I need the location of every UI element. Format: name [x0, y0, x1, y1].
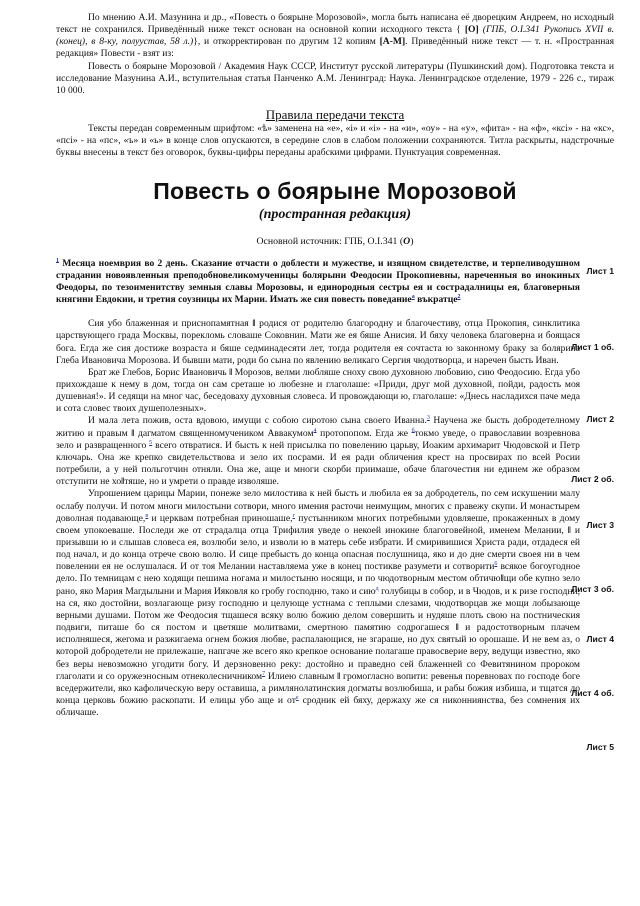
page-subtitle: (пространная редакция)	[258, 206, 412, 222]
source-label: Основной источник: ГПБ, О.I.341 (	[256, 235, 404, 247]
sheet-separator: ‖	[337, 670, 341, 682]
paragraph-text: щи обе купно зело рано, яко Мария Магдылыни и Мария Ияковля ко гробу господню, тако и сию	[56, 573, 580, 597]
paragraph-text: токмо уведе, о православии возревнова зело и развращенного	[56, 427, 580, 451]
paragraph-text: громогласно вопити: ревенья поревновах по господе боге вседержители, яко кафолическую веру оставиша, а римлянолатинския догматы возлюбиша, и рабы божия избиша, и тщатся до конца церковь божию раскопати. И елицы убо аще и от	[56, 670, 580, 707]
paragraph-text: Научена же бысть добродетелному житию и правым	[56, 415, 580, 439]
sheet-separator: ‖	[131, 427, 135, 439]
sheet-marker: Лист 2	[586, 413, 614, 424]
sheet-marker: Лист 4 об.	[571, 687, 614, 698]
copy-code: [О]	[464, 24, 479, 36]
paragraph-text: и призывши ю и слышав словеса ея, возлюби зело, и изволи ю в матерь себе избрати. И смиривишися Христа ради, отдадеся ей под начал, и до конца отрече свою волю. И сице пребысть до конца опасная послушница, яко и до дне смерти своея ни в чем повелении ея не ослушалася. И от тоя Мелании наставляема уже в конец постикве разумети и сотворити	[56, 524, 580, 573]
sheet-separator: ‖	[121, 476, 125, 488]
copy-description: (ГПБ, О.I.341 Рукопись XVII в. (конец), в 8-ку, полуустав, 58 л.)	[56, 24, 615, 48]
story-paragraph	[56, 367, 580, 416]
footnote-link[interactable]: а	[411, 293, 415, 300]
paragraph-text: дагматом священномучеником Аввакумом	[134, 427, 314, 439]
rules-paragraph: Тексты передан современным шрифтом: «ѣ» заменена на «е», «і» и «і» - на «и», «оу» - на «у», «фита» - на «ф», «ксі» - на «кс», «псі» - на «пс», «ъ» и «ь» в конце слов опускаются, в середине слов в слабом положении сохраняются. Титла раскрыты, надстрочные буквы внесены в текст без оговорок, буквы-цифры переданы арабскими цифрами. Пунктуация современная.	[56, 123, 614, 159]
sheet-separator: ‖	[500, 573, 504, 585]
sheet-marker: Лист 5	[586, 741, 614, 752]
sheet-separator: ‖	[567, 524, 571, 536]
sheet-separator: ‖	[455, 622, 459, 634]
preface-text: . Приведённый ниже текст — т. н. «Пространная редакция» Повести - взят из:	[56, 36, 615, 60]
story-introduction	[56, 258, 580, 307]
paragraph-text: И мала лета пожив, оста вдовою, имущи с собою сиротою сына своего Иванна.	[88, 415, 427, 427]
rules-heading: Правила передачи текста	[265, 107, 405, 123]
paragraph-text: протопопом. Егда же	[316, 427, 412, 439]
paragraph-text: всего отвратися. И бысть к ней присылка по повелению царьву, Иоаким архимарит Чюдовской и Петр ключарь. Она же крепко свидетельствова и зело их посрами. И ея ради обличения крест на просвирах по всей Росии потребили, а у ней польготчин отняли. Она же, аще и многи скорби приимаше, обаче благочестия ни единем же образом отступити не хо	[56, 439, 580, 488]
paragraph-text: Сия убо блаженная и приснопамятная	[88, 318, 253, 330]
paragraph-text: всякое богоугодное дело. По темницам с нею ходящи пешима ногама и милостыню носящи, и по чюдотворным местом обтичю	[56, 561, 580, 585]
source-code: О	[403, 235, 411, 247]
paragraph-text: и церквам потребная приношаше,	[148, 512, 293, 524]
footnote-link[interactable]: 1	[56, 257, 59, 264]
paragraph-text: Морозов, велми любляше сноху свою духовною любовию, сию Феодосию. Егда убо прихождаше к нему в дом, тогда он сам среташе ю любезне и глаголаше: «Приди, друг мой духовной, пойди, радость моя душевная!». И седящи на мног час, беседоваху духовныя словеса. И провождающи ю, глаголаше: «Днесь насладихся паче меда и сота словес твоих душеполезных».	[56, 366, 580, 415]
bibliography-paragraph: Повесть о боярыне Морозовой / Академия Наук СССР, Институт русской литературы (Пушкинский дом). Подготовка текста и исследование Мазунина А.И., вступительная статья Панченко А.М. Ленинград: Наука. Ленинградское отделение, 1979 - 226 с., тираж 10 000.	[56, 60, 614, 96]
paragraph-text: тяше, но и умрети о правде изволяше.	[124, 476, 280, 488]
paragraph-text: родися от родителю благородну и благочестиву, отца Прокопия, синклитика царствующего града Москвы, порекломь словаше Соковнин. Мати же ея бяше Анисия. И бяху человека благоверна и боящася бога. Егда же сия достиже возраста и бяше седминадесяти лет, тогда родителя ея сочтаста ю законному браку за болярина Глеба Ивановича Морозова. И бывши мати, роди бо сына по явлению великаго Сергия чюдотворца, и наречен бысть Иван.	[56, 318, 580, 366]
story-body	[56, 257, 614, 752]
footnote-link[interactable]: 6	[494, 561, 498, 568]
sheet-marker: Лист 1	[586, 265, 614, 276]
paragraph-text: пустынником многих потребными удовляеше, прокаженных в дому своем упокоеваше. Последи же от страдалца отца Трифилия уведе о некоей инокине благоговейной, именем Мелании,	[56, 512, 580, 536]
paragraph-text: сродник ей бяху, держаху же ся никонниянства, без сомнения их обличаше.	[56, 695, 580, 719]
intro-text: Месяца ноемврия во 2 день. Сказание отчасти о доблести и мужестве, и изящном свидетелстве, и терпеливодушном страдании новоявленныя преподобновеликомученицы болярыни Феодосии Прокопиевны, нареченныя во инокиных Феодоры, по тезоименитству земныя славы Морозовы, и единородныя сестры ея и сострадалницы ея, благоверныя княгини Евдокии, и третия соузницы их Марии. Имать же сия повесть поведание	[56, 257, 580, 306]
paragraph-text: Илиею славным	[265, 670, 338, 682]
paragraph-text: Упрошением царицы Марии, понеже зело милостива к ней бысть и любила ея за добродетель, по сем искушении малу ослабу получи. И потом многи милостыни сотвори, много имения расточи неимущим, многих с правежу скупи. И монастырем доволная подавающе,	[56, 488, 580, 524]
footnote-link[interactable]: г	[292, 512, 295, 519]
footnote-link[interactable]: 3	[426, 415, 430, 422]
sheet-marker: Лист 4	[586, 633, 614, 644]
preface-paragraph	[56, 12, 614, 61]
sheet-marker: Лист 3 об.	[571, 583, 614, 594]
sheet-separator: ‖	[252, 318, 256, 330]
preface-text: }, и откорректирован по другим 12 копиям	[193, 36, 376, 48]
source-suffix: )	[410, 235, 414, 247]
source-line	[56, 236, 614, 248]
sheet-marker: Лист 1 об.	[571, 341, 614, 352]
preface-text: По мнению А.И. Мазунина и др., «Повесть о боярыне Морозовой», могла быть написана её дворецким Андреем, но исходный текст не сохранился. Приведённый ниже текст основан на основной копии исходного текста {	[56, 12, 614, 36]
sheet-marker: Лист 3	[586, 519, 614, 530]
footnote-link[interactable]: 7	[262, 670, 266, 677]
footnote-link[interactable]: б	[411, 427, 415, 434]
footnote-link[interactable]: в	[145, 512, 149, 519]
sheet-separator: ‖	[229, 366, 233, 378]
footnote-link[interactable]: е	[295, 694, 299, 701]
footnote-link[interactable]: 2	[457, 293, 461, 300]
footnote-link[interactable]: 5	[149, 439, 153, 446]
intro-text: въкратце	[414, 294, 458, 306]
sheet-marker: Лист 2 об.	[571, 473, 614, 484]
page-title: Повесть о боярыне Морозовой	[153, 177, 517, 204]
story-paragraph	[56, 415, 580, 488]
story-paragraph	[56, 488, 580, 719]
story-paragraph	[56, 318, 580, 367]
paragraph-text: и радостотворным плачем исполняшеся, жегома и разжигаема огнем божия любве, распалающися, не згараше, но дух святый ю орошаше. И не вем аз, о которой добродетели не прилежаше, напгаче же всего яко крепкое основание полагаше правосверие веру, ведущи известно, яко без веры невозможно угодити богу. И дерзновенно реку: достойно и праведно сей блаженней со Февитянином пророком глаголати и со оружеэносным отнеколесничником	[56, 622, 580, 682]
copy-range: [А-М]	[379, 36, 406, 48]
footnote-link[interactable]: 4	[313, 427, 317, 434]
paragraph-text: Брат же Глебов, Борис Ивановичь	[88, 366, 230, 378]
footnote-link[interactable]: д	[375, 585, 379, 592]
paragraph-text: голубицы в собор, и в Чюдов, и к ризе господни, на ся, яко достойни, возлагающе ризу господню и целующе устнама с теплыми слезами, чюдотворцав же мощи лобызающе верными душами. Потом же Феодосия тщашеся всяку волю божию делом совершить и нудяше плоть свою на постническия подвиги, питаше бо ся постом и цветяше молитвами, смертною памятию содрогашеся	[56, 585, 580, 634]
